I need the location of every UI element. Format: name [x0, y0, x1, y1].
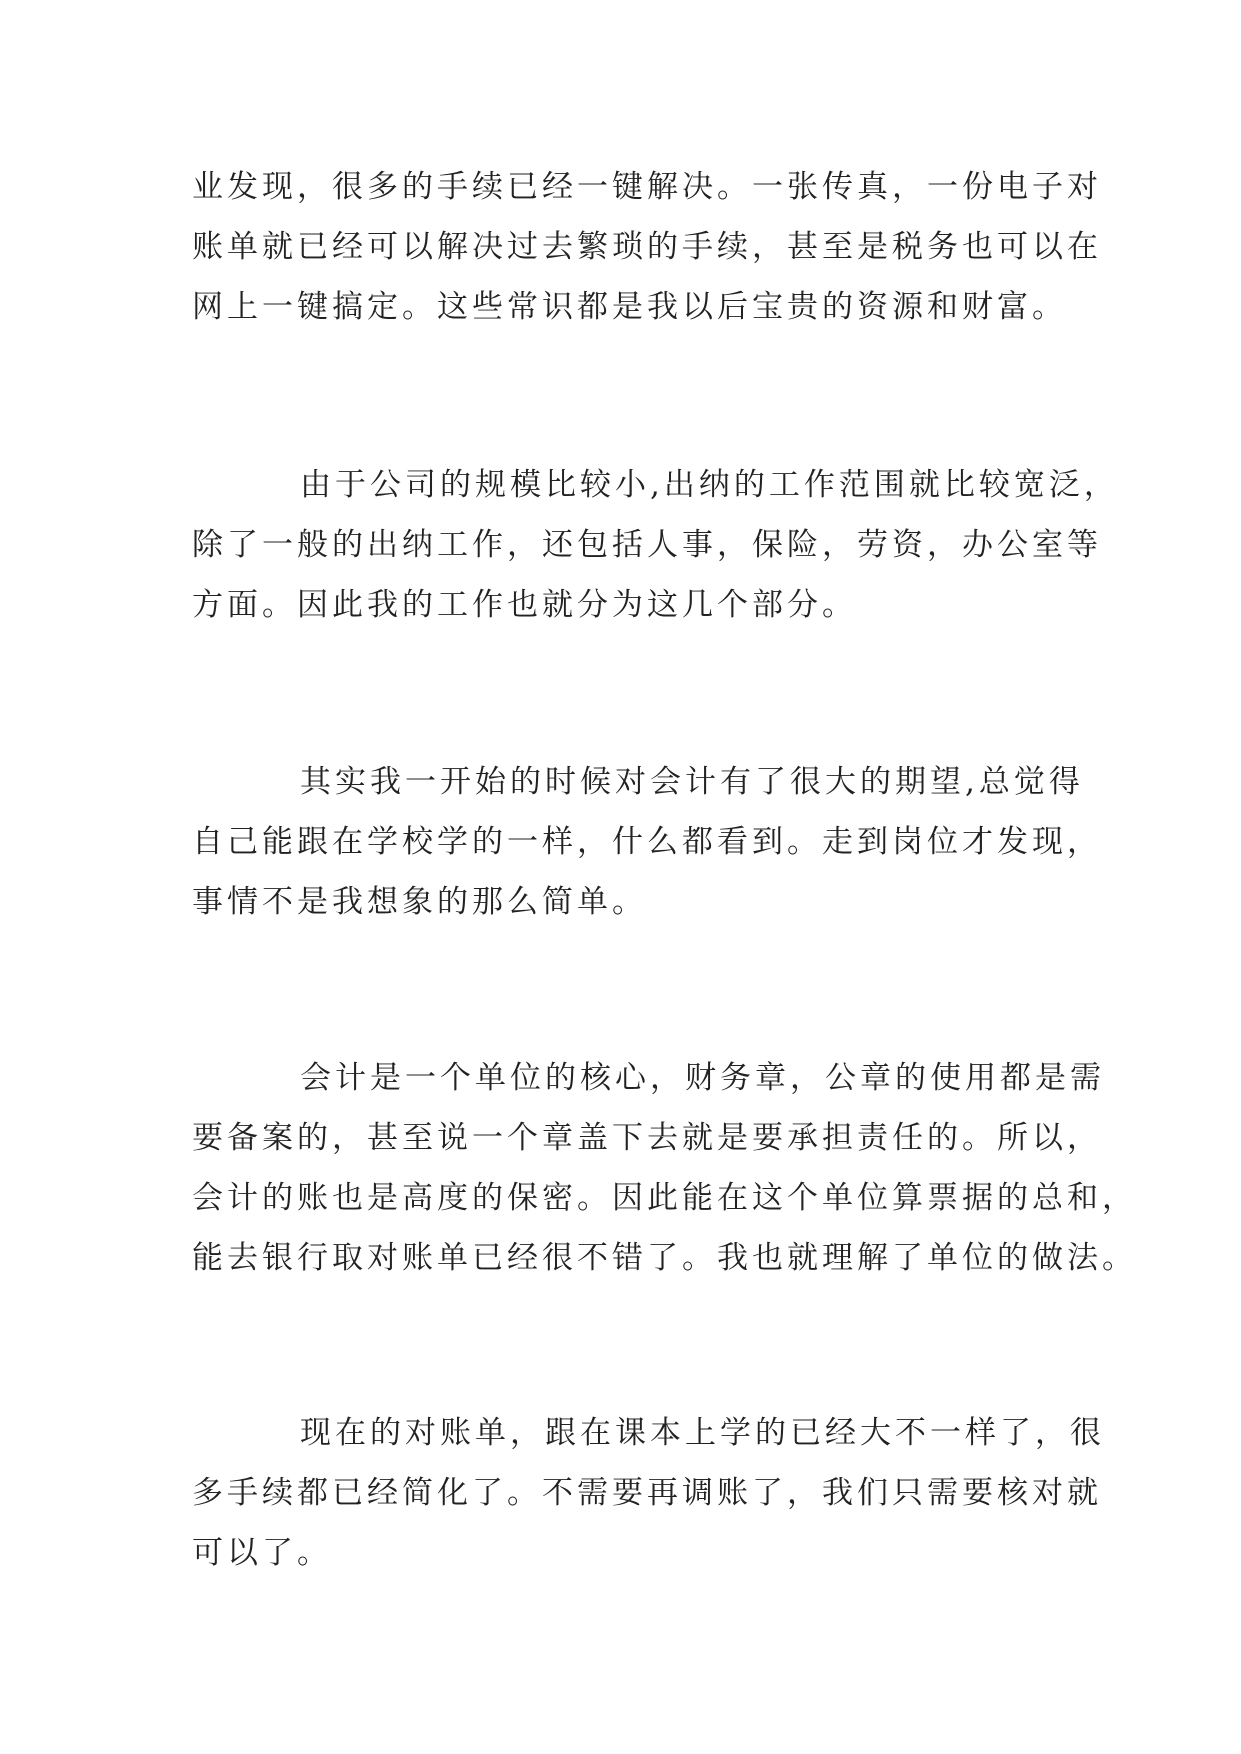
text-line: 会计的账也是高度的保密。因此能在这个单位算票据的总和， — [192, 1180, 1137, 1216]
paragraph-1 — [192, 157, 1102, 337]
text-line: 现在的对账单，跟在课本上学的已经大不一样了，很 — [300, 1415, 1105, 1451]
text-line: 能去银行取对账单已经很不错了。我也就理解了单位的做法。 — [192, 1240, 1137, 1276]
text-line: 网上一键搞定。这些常识都是我以后宝贵的资源和财富。 — [192, 289, 1067, 325]
text-line: 多手续都已经简化了。不需要再调账了，我们只需要核对就 — [192, 1475, 1102, 1511]
paragraph-5 — [192, 1403, 1105, 1583]
text-line: 要备案的，甚至说一个章盖下去就是要承担责任的。所以， — [192, 1120, 1102, 1156]
paragraph-3 — [192, 752, 1102, 932]
text-line: 可以了。 — [192, 1535, 332, 1571]
text-line: 会计是一个单位的核心，财务章，公章的使用都是需 — [300, 1060, 1105, 1096]
text-line: 除了一般的出纳工作，还包括人事，保险，劳资，办公室等 — [192, 527, 1102, 563]
paragraph-2 — [192, 455, 1119, 635]
text-line: 自己能跟在学校学的一样，什么都看到。走到岗位才发现， — [192, 824, 1102, 860]
text-line: 业发现，很多的手续已经一键解决。一张传真，一份电子对 — [192, 169, 1102, 205]
text-line: 方面。因此我的工作也就分为这几个部分。 — [192, 587, 857, 623]
paragraph-4 — [192, 1048, 1137, 1288]
text-line: 其实我一开始的时候对会计有了很大的期望,总觉得 — [300, 764, 1084, 800]
text-line: 账单就已经可以解决过去繁琐的手续，甚至是税务也可以在 — [192, 229, 1102, 265]
text-line: 由于公司的规模比较小,出纳的工作范围就比较宽泛， — [300, 467, 1119, 503]
text-line: 事情不是我想象的那么简单。 — [192, 884, 647, 920]
